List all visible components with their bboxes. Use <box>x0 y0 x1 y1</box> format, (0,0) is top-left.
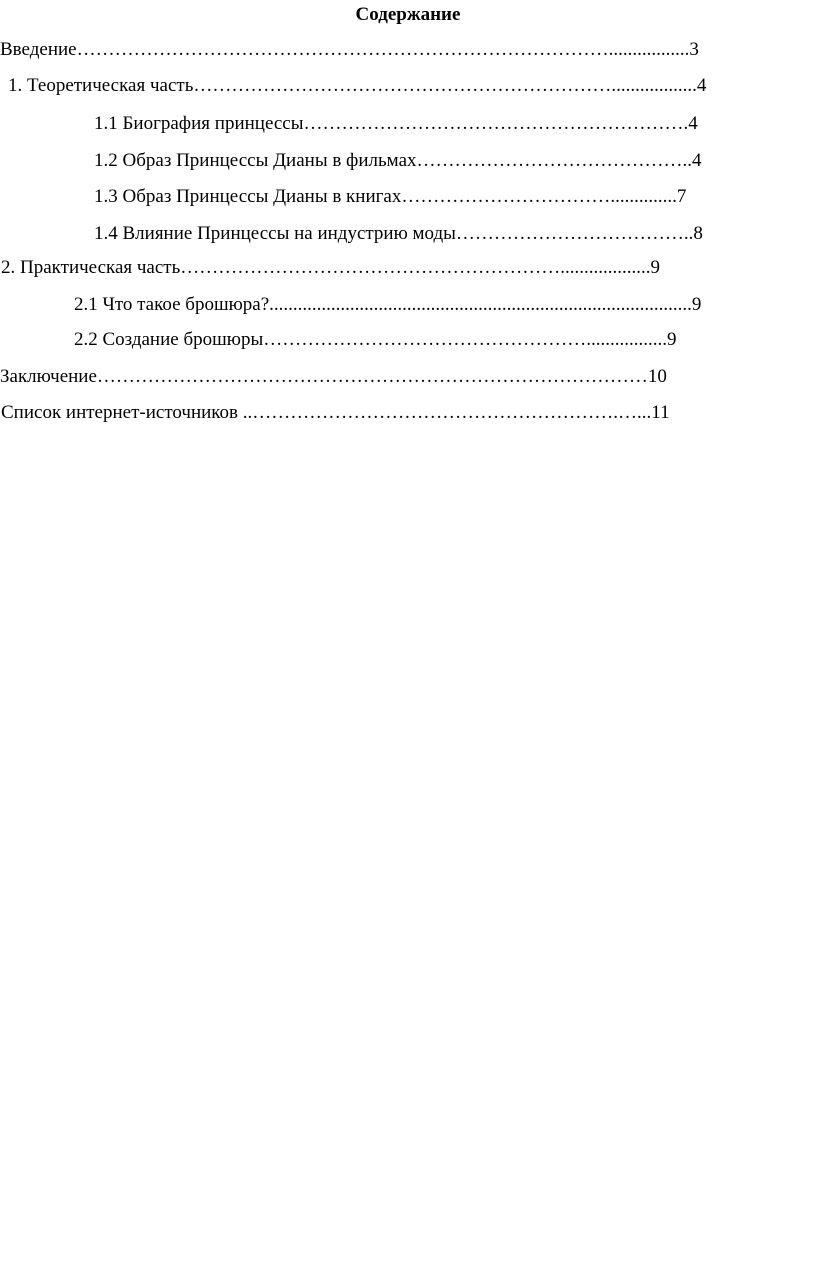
toc-entry-practice: 2. Практическая часть……………………………………………………...................9 <box>1 257 661 278</box>
toc-entry-sources: Список интернет-источников ..………………………………………………….…...11 <box>1 402 670 423</box>
toc-entry-2-2: 2.2 Создание брошюры…………………………………………….................9 <box>74 329 677 350</box>
toc-entry-1-3: 1.3 Образ Принцессы Дианы в книгах……………………………..............7 <box>94 186 687 207</box>
toc-entry-conclusion: Заключение……………………………………………………………………………10 <box>0 366 667 387</box>
toc-entry-introduction: Введение………………………………………………………………………….................3 <box>0 39 699 60</box>
toc-entry-2-1: 2.1 Что такое брошюра?.........................................................................................9 <box>74 294 702 315</box>
page-title: Содержание <box>355 4 461 25</box>
toc-entry-1-4: 1.4 Влияние Принцессы на индустрию моды………………………………..8 <box>94 223 703 244</box>
toc-entry-theory: 1. Теоретическая часть…………………………………………………………..................4 <box>8 75 707 96</box>
toc-entry-1-2: 1.2 Образ Принцессы Дианы в фильмах……………………………………..4 <box>94 150 702 171</box>
toc-entry-1-1: 1.1 Биография принцессы…………………………………………………….4 <box>94 113 698 134</box>
